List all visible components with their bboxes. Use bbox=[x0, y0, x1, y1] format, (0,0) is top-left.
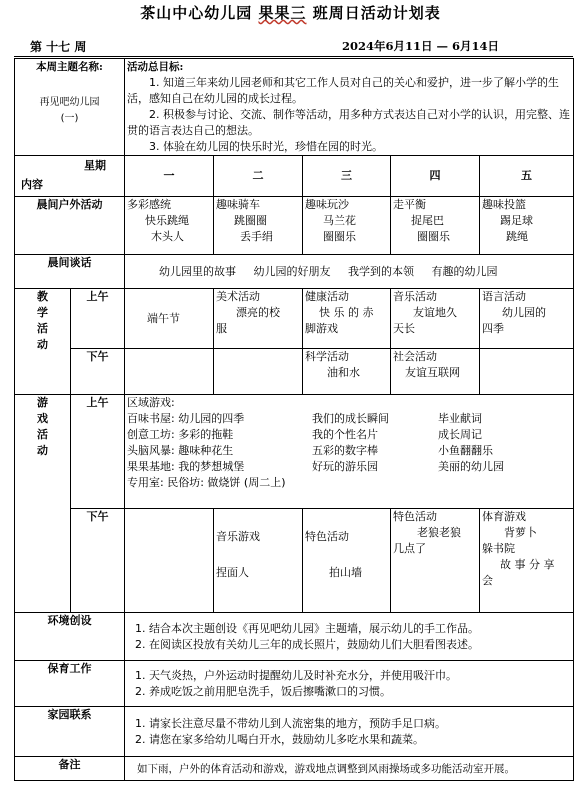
environment-row bbox=[15, 613, 574, 661]
care-row bbox=[15, 661, 574, 707]
teach-am-tue bbox=[214, 289, 303, 349]
teach-am-wed-1: 健康活动 bbox=[305, 290, 350, 303]
day-fri: 五 bbox=[480, 156, 574, 197]
teach-pm-wed-1: 科学活动 bbox=[305, 350, 350, 363]
outdoor-mon-2: 快乐跳绳 bbox=[145, 214, 190, 227]
teaching-label-4: 动 bbox=[37, 338, 48, 351]
outdoor-wed-2: 马兰花 bbox=[323, 214, 357, 227]
home-item-2: 2. 请您在家多给幼儿喝白开水，鼓励幼儿多吃水果和蔬菜。 bbox=[135, 732, 425, 746]
teach-am-tue-1: 美术活动 bbox=[216, 290, 261, 303]
morning-talk-label: 晨间谈话 bbox=[15, 255, 125, 289]
teach-pm-thu bbox=[391, 349, 480, 395]
area-3-a: 头脑风暴: 趣味种花生 bbox=[127, 444, 234, 457]
games-pm-fri-3: 躲书院 bbox=[482, 542, 516, 555]
games-pm-thu-1: 特色活动 bbox=[393, 510, 438, 523]
corner-weekday-label: 星期 bbox=[84, 159, 107, 172]
theme-name-cell bbox=[15, 59, 125, 156]
area-1-b: 我们的成长瞬间 bbox=[312, 412, 390, 425]
teach-am-thu-1: 音乐活动 bbox=[393, 290, 438, 303]
outdoor-mon bbox=[125, 197, 214, 255]
games-pm-wed-1: 特色活动 bbox=[305, 530, 350, 543]
teach-am-thu bbox=[391, 289, 480, 349]
games-pm-tue-2: 捏面人 bbox=[216, 566, 250, 579]
teach-am-thu-2: 友谊地久 bbox=[413, 306, 458, 319]
teach-am-fri-2: 幼儿园的 bbox=[502, 306, 547, 319]
goal-3: 3. 体验在幼儿园的快乐时光，珍惜在园的时光。 bbox=[149, 140, 384, 153]
teaching-am-row bbox=[15, 289, 574, 349]
games-pm-tue bbox=[214, 509, 303, 613]
games-am-row bbox=[15, 395, 574, 509]
teach-pm-wed bbox=[303, 349, 391, 395]
games-pm-thu bbox=[391, 509, 480, 613]
date-range: 2024年6月11日 — 6月14日 bbox=[342, 39, 500, 53]
games-pm-fri-5: 会 bbox=[482, 574, 494, 587]
teach-pm-wed-2: 油和水 bbox=[327, 366, 361, 379]
teach-am-thu-3: 天长 bbox=[393, 322, 416, 335]
day-corner-cell bbox=[15, 156, 125, 197]
outdoor-fri bbox=[480, 197, 574, 255]
home-cell bbox=[125, 707, 574, 757]
outdoor-thu bbox=[391, 197, 480, 255]
area-1-a: 百味书屋: 幼儿园的四季 bbox=[127, 412, 245, 425]
games-pm-wed-2: 拍山墙 bbox=[329, 566, 363, 579]
outdoor-mon-3: 木头人 bbox=[151, 230, 185, 243]
outdoor-tue-1: 趣味骑车 bbox=[216, 198, 261, 211]
games-label-3: 活 bbox=[37, 428, 48, 441]
area-2-c: 成长周记 bbox=[438, 428, 483, 441]
area-games-cell bbox=[125, 395, 574, 509]
games-label-1: 游 bbox=[37, 396, 48, 409]
goal-2: 2. 积极参与讨论、交流、制作等活动，用多种方式表达自己对小学的认识，用完整、连贯的语言表达自己的想法。 bbox=[127, 108, 571, 137]
goals-cell bbox=[125, 59, 574, 156]
area-3-c: 小鱼翻翻乐 bbox=[438, 444, 494, 457]
games-pm-mon bbox=[125, 509, 214, 613]
teaching-label-3: 活 bbox=[37, 322, 48, 335]
games-label-2: 戏 bbox=[37, 412, 48, 425]
games-pm-fri-1: 体育游戏 bbox=[482, 510, 527, 523]
class-name: 果果三 bbox=[258, 4, 307, 22]
talk-topic-3: 我学到的本领 bbox=[347, 264, 414, 278]
outdoor-wed bbox=[303, 197, 391, 255]
week-number: 第 十七 周 bbox=[30, 40, 87, 54]
area-games-list bbox=[127, 411, 571, 475]
outdoor-fri-2: 踢足球 bbox=[500, 214, 534, 227]
area-2-a: 创意工坊: 多彩的拖鞋 bbox=[127, 428, 234, 441]
outdoor-tue-3: 丢手绢 bbox=[240, 230, 274, 243]
talk-topic-4: 有趣的幼儿园 bbox=[431, 264, 498, 278]
games-label-4: 动 bbox=[37, 444, 48, 457]
teach-am-fri-1: 语言活动 bbox=[482, 290, 527, 303]
teaching-pm-label: 下午 bbox=[71, 349, 125, 395]
title-suffix: 班周日活动计划表 bbox=[312, 4, 441, 22]
area-2-b: 我的个性名片 bbox=[312, 428, 379, 441]
outdoor-thu-2: 捉尾巴 bbox=[411, 214, 445, 227]
teach-pm-tue bbox=[214, 349, 303, 395]
notes-text: 如下雨，户外的体育活动和游戏，游戏地点调整到风雨操场或多功能活动室开展。 bbox=[125, 757, 574, 781]
games-pm-row bbox=[15, 509, 574, 613]
home-row bbox=[15, 707, 574, 757]
special-room: 专用室: 民俗坊: 做烧饼 (周二上) bbox=[127, 476, 286, 489]
corner-content-label: 内容 bbox=[21, 178, 43, 191]
day-tue: 二 bbox=[214, 156, 303, 197]
games-pm-tue-1: 音乐游戏 bbox=[216, 530, 261, 543]
morning-outdoor-row bbox=[15, 197, 574, 255]
teach-am-mon: 端午节 bbox=[125, 289, 214, 349]
outdoor-mon-1: 多彩感统 bbox=[127, 198, 172, 211]
teaching-pm-row bbox=[15, 349, 574, 395]
outdoor-thu-3: 圈圈乐 bbox=[417, 230, 451, 243]
environment-label: 环境创设 bbox=[15, 613, 125, 661]
teach-pm-thu-2: 友谊互联网 bbox=[405, 366, 461, 379]
games-pm-fri bbox=[480, 509, 574, 613]
theme-label: 本周主题名称: bbox=[36, 61, 103, 73]
morning-talk-topics bbox=[125, 255, 574, 289]
games-pm-thu-2: 老狼老狼 bbox=[417, 526, 462, 539]
area-row-4 bbox=[127, 459, 571, 475]
notes-label: 备注 bbox=[15, 757, 125, 781]
games-label bbox=[15, 395, 71, 613]
teaching-am-label: 上午 bbox=[71, 289, 125, 349]
games-pm-wed bbox=[303, 509, 391, 613]
area-4-a: 果果基地: 我的梦想城堡 bbox=[127, 460, 245, 473]
games-am-label: 上午 bbox=[71, 395, 125, 509]
area-3-b: 五彩的数字棒 bbox=[312, 444, 379, 457]
games-pm-label: 下午 bbox=[71, 509, 125, 613]
teach-pm-mon bbox=[125, 349, 214, 395]
talk-topic-2: 幼儿园的好朋友 bbox=[253, 264, 331, 278]
teach-pm-thu-1: 社会活动 bbox=[393, 350, 438, 363]
page-title bbox=[0, 2, 581, 23]
care-label: 保育工作 bbox=[15, 661, 125, 707]
goals-label: 活动总目标: bbox=[127, 61, 184, 73]
teach-am-tue-3: 服 bbox=[216, 322, 228, 335]
outdoor-wed-3: 圈圈乐 bbox=[323, 230, 357, 243]
outdoor-tue bbox=[214, 197, 303, 255]
theme-name-line1: 再见吧幼儿园 bbox=[39, 97, 100, 108]
area-games-title: 区域游戏: bbox=[127, 396, 175, 409]
area-4-c: 美丽的幼儿园 bbox=[438, 460, 505, 473]
games-pm-fri-4: 故 事 分 享 bbox=[500, 558, 555, 571]
area-row-1 bbox=[127, 411, 571, 427]
teach-am-wed-3: 脚游戏 bbox=[305, 322, 339, 335]
area-1-c: 毕业献词 bbox=[438, 412, 483, 425]
games-pm-fri-2: 背萝卜 bbox=[504, 526, 538, 539]
teaching-label-1: 教 bbox=[37, 290, 48, 303]
goal-1: 1. 知道三年来幼儿园老师和其它工作人员对自己的关心和爱护，进一步了解小学的生活，感知自己在幼儿园的成长过程。 bbox=[127, 76, 560, 105]
teach-am-fri-3: 四季 bbox=[482, 322, 505, 335]
home-item-1: 1. 请家长注意尽量不带幼儿到人流密集的地方，预防手足口病。 bbox=[135, 716, 447, 730]
teach-pm-fri bbox=[480, 349, 574, 395]
outdoor-fri-3: 跳绳 bbox=[506, 230, 529, 243]
care-item-1: 1. 天气炎热，户外运动时提醒幼儿及时补充水分，并使用吸汗巾。 bbox=[135, 668, 458, 682]
teach-am-wed-2: 快 乐 的 赤 bbox=[319, 306, 374, 319]
outdoor-tue-2: 跳圈圈 bbox=[234, 214, 268, 227]
area-row-3 bbox=[127, 443, 571, 459]
teach-am-wed bbox=[303, 289, 391, 349]
area-4-b: 好玩的游乐园 bbox=[312, 460, 379, 473]
environment-cell bbox=[125, 613, 574, 661]
kindergarten-name: 茶山中心幼儿园 bbox=[140, 4, 253, 22]
teach-am-tue-2: 漂亮的校 bbox=[236, 306, 281, 319]
header-rule bbox=[14, 56, 573, 57]
notes-row bbox=[15, 757, 574, 781]
home-label: 家园联系 bbox=[15, 707, 125, 757]
talk-topic-1: 幼儿园里的故事 bbox=[159, 264, 237, 278]
area-row-2 bbox=[127, 427, 571, 443]
environment-item-1: 1. 结合本次主题创设《再见吧幼儿园》主题墙，展示幼儿的手工作品。 bbox=[135, 621, 480, 635]
morning-talk-row bbox=[15, 255, 574, 289]
theme-row bbox=[15, 59, 574, 156]
theme-name-line2: (一) bbox=[60, 113, 79, 124]
teach-am-fri bbox=[480, 289, 574, 349]
teaching-label bbox=[15, 289, 71, 395]
environment-item-2: 2. 在阅读区投放有关幼儿三年的成长照片，鼓励幼儿们大胆看图表述。 bbox=[135, 637, 480, 651]
day-header-row bbox=[15, 156, 574, 197]
outdoor-wed-1: 趣味玩沙 bbox=[305, 198, 350, 211]
games-pm-thu-3: 几点了 bbox=[393, 542, 427, 555]
day-thu: 四 bbox=[391, 156, 480, 197]
plan-table bbox=[14, 58, 574, 781]
day-mon: 一 bbox=[125, 156, 214, 197]
outdoor-thu-1: 走平衡 bbox=[393, 198, 427, 211]
care-item-2: 2. 养成吃饭之前用肥皂洗手，饭后擦嘴漱口的习惯。 bbox=[135, 684, 392, 698]
teaching-label-2: 学 bbox=[37, 306, 48, 319]
day-wed: 三 bbox=[303, 156, 391, 197]
morning-outdoor-label: 晨间户外活动 bbox=[15, 197, 125, 255]
care-cell bbox=[125, 661, 574, 707]
outdoor-fri-1: 趣味投篮 bbox=[482, 198, 527, 211]
